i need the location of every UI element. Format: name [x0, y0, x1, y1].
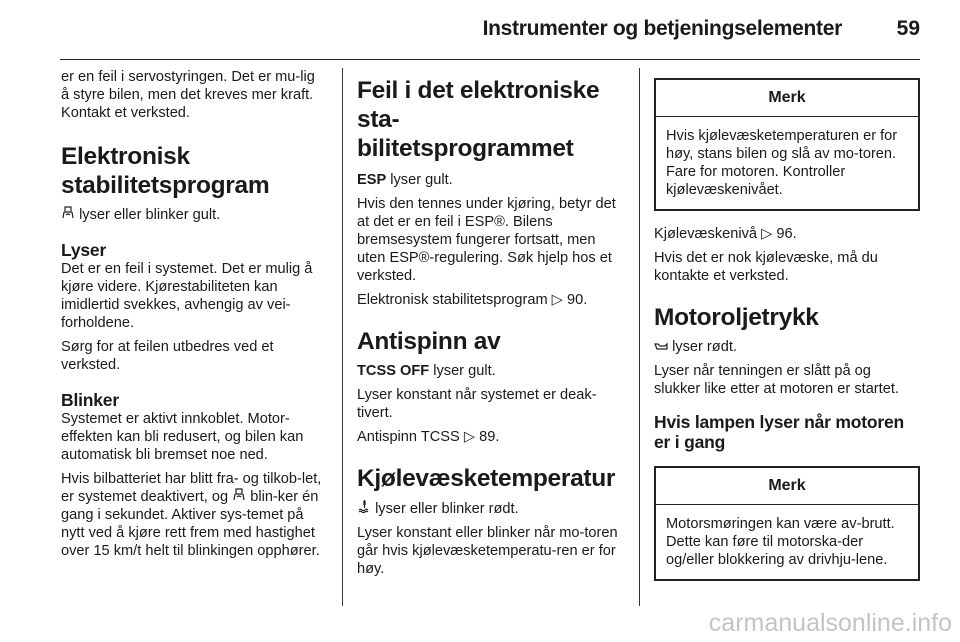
note-body: Motorsmøringen kan være av-brutt. Dette kan føre til motorska-der og/eller blokkering av drivhju-lene. — [666, 516, 895, 568]
intro-paragraph: er en feil i servostyringen. Det er mu-lig å styre bilen, men det kreves mer kraft. Kontakt et verksted. — [61, 69, 315, 121]
header-divider — [60, 59, 920, 60]
column-right — [654, 68, 920, 581]
page-header — [0, 0, 960, 60]
note-title: Merk — [656, 80, 918, 117]
page-ref-arrow-icon: ▷ — [551, 292, 563, 308]
paragraph: Sørg for at feilen utbedres ved et verksted. — [61, 339, 274, 373]
esp-indicator-line: ESP lyser gult. — [357, 172, 453, 188]
note-title: Merk — [656, 468, 918, 505]
esp-label: ESP — [357, 172, 387, 188]
note-box — [654, 466, 920, 581]
section-heading: Antispinn av — [357, 328, 501, 355]
page-ref-arrow-icon: ▷ — [761, 226, 773, 242]
section-heading: Feil i det elektroniske sta- bilitetsprogrammet — [357, 77, 600, 162]
section-heading: Elektronisk stabilitetsprogram — [61, 143, 270, 199]
section-heading: Kjølevæsketemperatur — [357, 465, 616, 492]
watermark: carmanualsonline.info — [708, 609, 952, 637]
oil-pressure-icon — [654, 338, 668, 356]
tcss-off-label: TCSS OFF — [357, 363, 430, 379]
paragraph: Det er en feil i systemet. Det er mulig å kjøre videre. Kjørestabiliteten kan imidlertid svekkes, avhengig av vei-forholdene. — [61, 261, 313, 331]
cross-reference: Elektronisk stabilitetsprogram ▷ 90. — [357, 292, 588, 308]
esc-skid-icon — [232, 488, 246, 506]
subheading: Hvis lampen lyser når motoren er i gang — [654, 412, 904, 452]
page-title: Instrumenter og betjeningselementer — [482, 17, 842, 40]
paragraph: Hvis den tennes under kjøring, betyr det at det er en feil i ESP®. Bilens bremsesystem fungerer fortsatt, men uten ESP®-regulering. Søk hjelp hos et verksted. — [357, 196, 616, 284]
paragraph: Lyser konstant eller blinker når mo-toren går hvis kjølevæsketemperatu-ren er for høy. — [357, 525, 618, 577]
subheading-lyser: Lyser — [61, 240, 107, 260]
paragraph: Lyser når tenningen er slått på og slukker like etter at motoren er startet. — [654, 363, 899, 397]
oil-indicator-line: lyser rødt. — [654, 338, 920, 356]
subheading-blinker: Blinker — [61, 390, 119, 410]
coolant-indicator-line: lyser eller blinker rødt. — [357, 499, 622, 518]
column-middle — [357, 68, 622, 584]
tcss-indicator-line: TCSS OFF lyser gult. — [357, 363, 496, 379]
note-body: Hvis kjølevæsketemperaturen er for høy, stans bilen og slå av mo-toren. Fare for motoren. Kontroller kjølevæskenivået. — [666, 128, 898, 198]
cross-reference: Antispinn TCSS ▷ 89. — [357, 429, 500, 445]
note-box — [654, 78, 920, 211]
paragraph: Lyser konstant når systemet er deak-tivert. — [357, 387, 597, 421]
cross-reference: Kjølevæskenivå ▷ 96. — [654, 226, 797, 242]
paragraph: Systemet er aktivt innkoblet. Motor-effekten kan bli redusert, og bilen kan automatisk bli bremset noe ned. — [61, 411, 304, 463]
column-left — [61, 68, 326, 566]
esc-skid-icon — [61, 206, 75, 224]
coolant-temperature-icon — [357, 499, 371, 518]
paragraph: Hvis bilbatteriet har blitt fra- og tilkob-let, er systemet deaktivert, og blin-ker én gang i sekundet. Aktiver sys-temet på nytt ved å kjøre rett frem med hastighet over 15 km/t helt til blinkingen opphører. — [61, 471, 322, 559]
page-ref-arrow-icon: ▷ — [463, 429, 476, 445]
column-divider — [342, 68, 343, 606]
paragraph: Hvis det er nok kjølevæske, må du kontakte et verksted. — [654, 250, 878, 284]
section-heading: Motoroljetrykk — [654, 304, 819, 331]
page-number: 59 — [896, 17, 920, 40]
column-divider — [639, 68, 640, 606]
esc-indicator-line: lyser eller blinker gult. — [61, 206, 326, 224]
